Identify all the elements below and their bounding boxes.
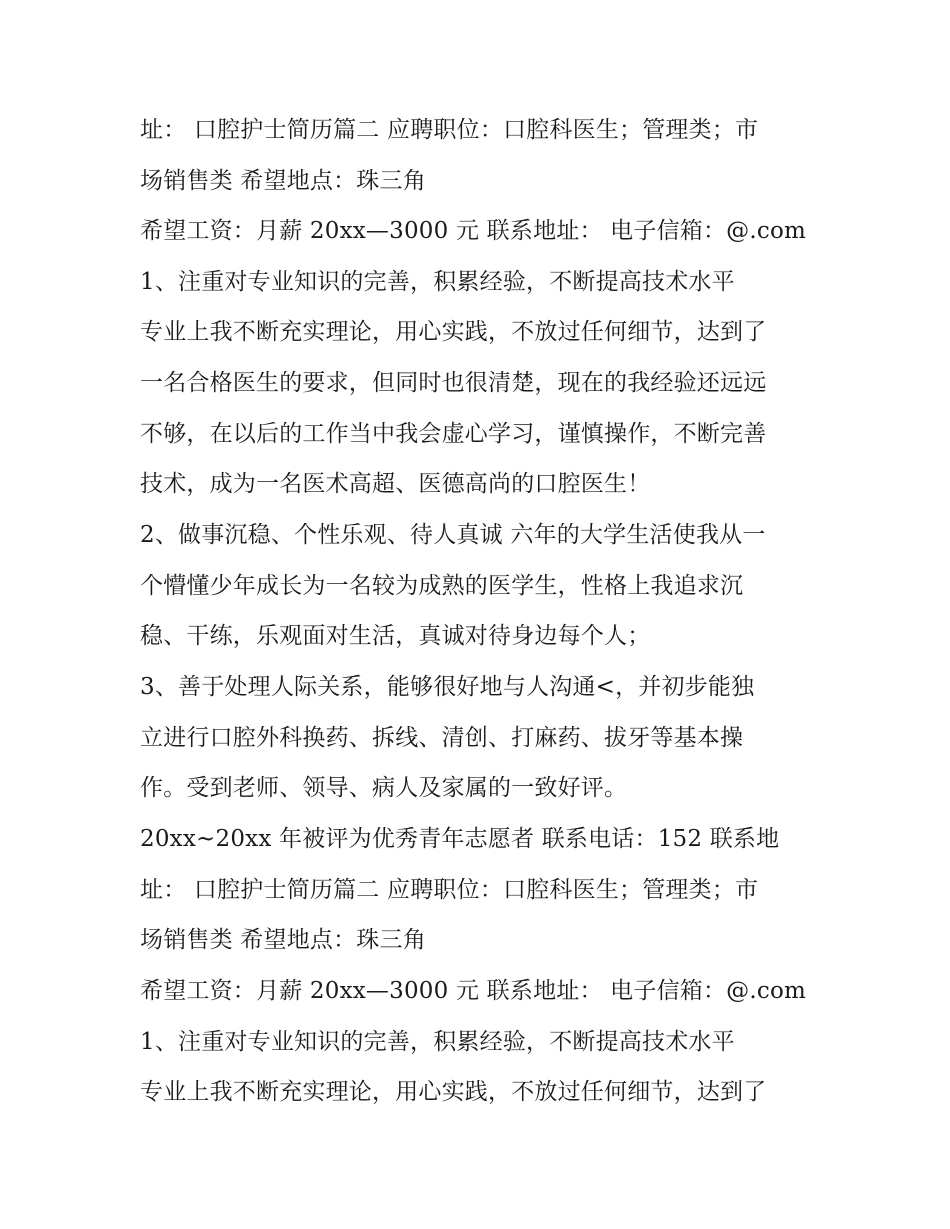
text-line-6: 一名合格医生的要求，但同时也很清楚，现在的我经验还远远	[140, 370, 767, 396]
text-line-17: 场销售类 希望地点：珠三角	[140, 927, 426, 953]
text-line-14: 作。受到老师、领导、病人及家属的一致好评。	[140, 775, 628, 801]
text-line-12: 3、善于处理人际关系，能够很好地与人沟通<，并初步能独	[140, 674, 755, 700]
text-line-3: 希望工资：月薪 20xx—3000 元 联系地址： 电子信箱：@.com	[140, 218, 807, 244]
text-line-1: 址： 口腔护士简历篇二 应聘职位：口腔科医生；管理类；市	[140, 117, 759, 143]
text-line-5: 专业上我不断充实理论，用心实践，不放过任何细节，达到了	[140, 319, 767, 345]
text-line-2: 场销售类 希望地点：珠三角	[140, 168, 426, 194]
text-line-16: 址： 口腔护士简历篇二 应聘职位：口腔科医生；管理类；市	[140, 877, 759, 903]
text-line-15: 20xx~20xx 年被评为优秀青年志愿者 联系电话：152 联系地	[140, 826, 780, 852]
text-line-11: 稳、干练，乐观面对生活，真诚对待身边每个人；	[140, 623, 651, 649]
text-line-7: 不够，在以后的工作当中我会虚心学习，谨慎操作，不断完善	[140, 421, 767, 447]
text-line-18: 希望工资：月薪 20xx—3000 元 联系地址： 电子信箱：@.com	[140, 978, 807, 1004]
text-line-8: 技术，成为一名医术高超、医德高尚的口腔医生！	[140, 471, 651, 497]
text-line-4: 1、注重对专业知识的完善，积累经验，不断提高技术水平	[140, 269, 735, 295]
text-line-10: 个懵懂少年成长为一名较为成熟的医学生，性格上我追求沉	[140, 573, 744, 599]
text-line-20: 专业上我不断充实理论，用心实践，不放过任何细节，达到了	[140, 1079, 767, 1105]
text-line-19: 1、注重对专业知识的完善，积累经验，不断提高技术水平	[140, 1029, 735, 1055]
text-line-13: 立进行口腔外科换药、拆线、清创、打麻药、拔牙等基本操	[140, 725, 744, 751]
text-line-9: 2、做事沉稳、个性乐观、待人真诚 六年的大学生活使我从一	[140, 522, 766, 548]
